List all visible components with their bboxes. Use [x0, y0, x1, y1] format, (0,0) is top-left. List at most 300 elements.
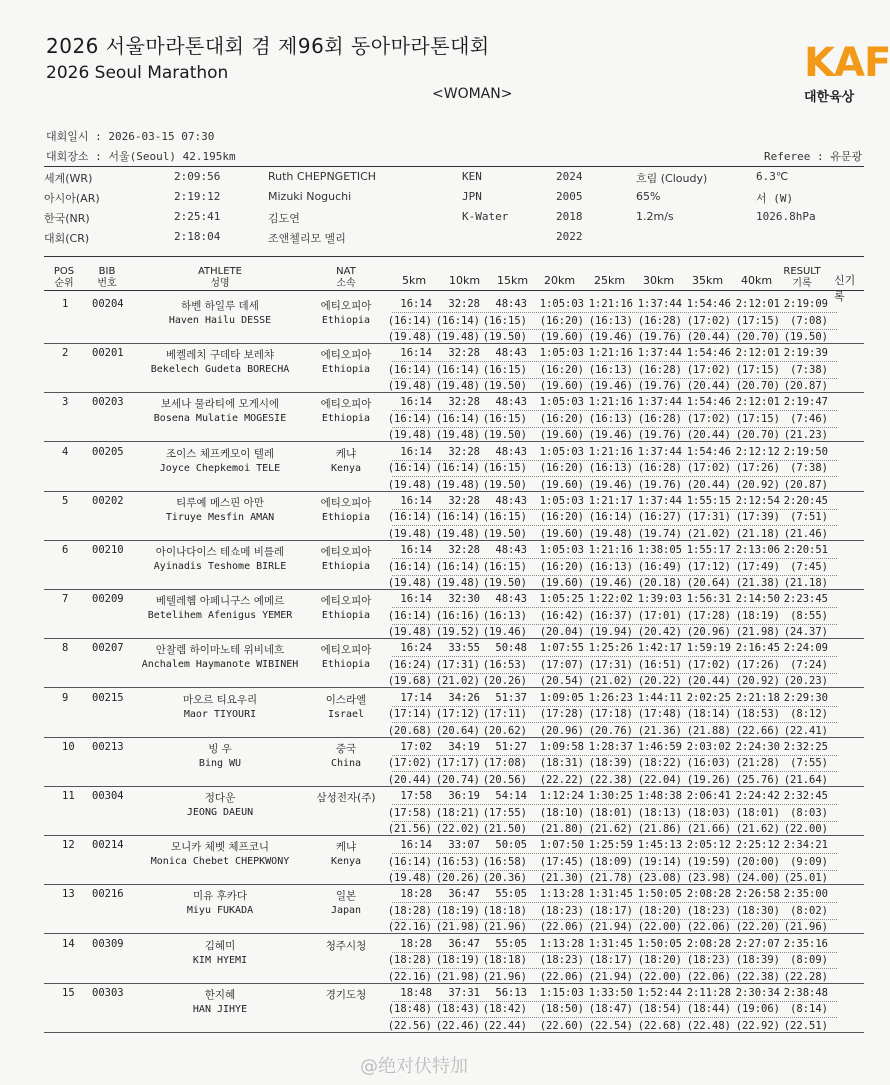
- row-pos: 7: [62, 593, 69, 606]
- row-split-l: (18:20): [637, 904, 682, 917]
- row-split-l: (16:14): [435, 511, 480, 524]
- row-split-s: 1:21:16: [588, 396, 633, 409]
- row-bib: 00203: [92, 396, 124, 409]
- row-split-p: (21.50): [482, 823, 527, 835]
- row-split-p: (19.50): [482, 478, 527, 491]
- row-split-p: (20.70): [735, 331, 780, 343]
- row-bib: 00202: [92, 494, 124, 507]
- row-split-p: (21.62): [735, 823, 780, 835]
- dotted-divider: [392, 952, 837, 953]
- row-split-p: (19.60): [539, 527, 584, 540]
- row-split-l: (16:13): [588, 314, 633, 327]
- row-divider: [44, 491, 864, 492]
- row-split-l: (16:42): [539, 609, 584, 622]
- row-split-l: (16:27): [637, 511, 682, 524]
- row-split-l: (18:31): [539, 757, 584, 770]
- row-nat-ko: 경기도청: [325, 988, 367, 1001]
- row-split-s: 1:21:16: [588, 445, 633, 458]
- row-split-l: (16:13): [588, 363, 633, 376]
- row-split-l: (7:08): [790, 314, 828, 327]
- row-split-p: (20.64): [435, 724, 480, 737]
- dotted-divider: [392, 460, 837, 461]
- row-nat-en: Kenya: [330, 856, 362, 868]
- row-athlete-en: Ayinadis Teshome BIRLE: [153, 561, 287, 572]
- row-split-l: (17:26): [735, 462, 780, 475]
- row-split-s: 32:28: [448, 298, 480, 310]
- row-split-s: 2:08:28: [686, 888, 731, 901]
- row-split-s: 1:05:03: [539, 544, 584, 556]
- row-pos: 12: [62, 839, 75, 852]
- record-nat: KEN: [462, 170, 482, 183]
- row-athlete-en: Bekelech Gudeta BORECHA: [150, 364, 290, 376]
- row-split-l: (18:54): [637, 1003, 682, 1016]
- row-split-s: 1:45:13: [637, 839, 682, 852]
- row-split-l: (17:17): [435, 757, 480, 770]
- row-split-s: 2:32:25: [783, 740, 828, 753]
- event-venue: 대회장소 : 서울(Seoul) 42.195km: [46, 150, 236, 163]
- row-nat-en: Ethiopia: [321, 610, 371, 622]
- row-split-l: (17:07): [539, 658, 584, 671]
- row-split-s: 17:14: [400, 691, 432, 704]
- row-split-l: (18:23): [539, 954, 584, 967]
- row-split-l: (17:14): [387, 708, 432, 721]
- row-split-s: 2:25:12: [735, 839, 780, 852]
- row-bib: 00205: [92, 445, 124, 458]
- row-split-s: 2:16:45: [735, 642, 780, 655]
- row-split-s: 48:43: [495, 544, 527, 556]
- row-pos: 15: [62, 986, 75, 999]
- row-split-s: 56:13: [495, 986, 527, 999]
- watermark: @绝对伏特加: [360, 1056, 468, 1077]
- row-split-p: (20.87): [783, 380, 828, 393]
- row-split-s: 1:07:50: [539, 839, 584, 852]
- row-athlete-en: HAN JIHYE: [192, 1003, 248, 1015]
- row-split-p: (21.62): [588, 823, 633, 835]
- row-split-s: 34:19: [448, 740, 480, 753]
- row-split-s: 1:55:15: [686, 494, 731, 507]
- record-label: 세계(WR): [44, 172, 93, 185]
- row-athlete-ko: 정다운: [204, 792, 236, 804]
- row-pos: 11: [62, 790, 75, 802]
- row-nat-ko: 에티오피아: [320, 496, 372, 509]
- row-split-s: 2:26:58: [735, 888, 780, 901]
- row-split-s: 1:30:25: [588, 790, 633, 802]
- row-split-p: (24.37): [783, 626, 828, 639]
- row-divider: [44, 687, 864, 688]
- kaf-logo: KAF: [804, 40, 890, 86]
- row-split-s: 2:19:47: [783, 396, 828, 409]
- row-split-s: 1:44:11: [637, 691, 682, 704]
- row-split-p: (22.66): [735, 724, 780, 737]
- row-split-l: (17:31): [686, 511, 731, 524]
- row-split-l: (18:23): [539, 904, 584, 917]
- row-split-p: (21.98): [735, 626, 780, 639]
- row-split-l: (17:39): [735, 511, 780, 524]
- col-pos-header: POS: [53, 266, 75, 277]
- row-split-l: (8:03): [790, 806, 828, 819]
- row-divider: [44, 343, 864, 344]
- row-split-l: (17:49): [735, 560, 780, 573]
- row-split-l: (18:53): [735, 708, 780, 721]
- row-split-p: (21.96): [783, 921, 828, 934]
- referee: Referee : 유문광: [764, 150, 863, 163]
- row-split-s: 1:50:05: [637, 937, 682, 950]
- event-date: 대회일시 : 2026-03-15 07:30: [46, 130, 215, 143]
- dotted-divider: [392, 575, 837, 576]
- row-split-l: (17:02): [686, 412, 731, 425]
- row-split-l: (16:20): [539, 511, 584, 524]
- row-athlete-ko: 미유 후카다: [192, 890, 248, 903]
- row-split-p: (22.06): [539, 970, 584, 983]
- record-year: 2018: [556, 210, 583, 223]
- record-time: 2:25:41: [174, 210, 221, 223]
- row-split-p: (22.46): [435, 1019, 480, 1032]
- dotted-divider: [392, 361, 837, 362]
- row-split-s: 2:12:01: [735, 298, 780, 310]
- row-split-l: (18:42): [482, 1003, 527, 1016]
- row-split-p: (22.06): [686, 970, 731, 983]
- dotted-divider: [392, 968, 837, 969]
- row-split-p: (20.70): [735, 380, 780, 393]
- col-bib-header: BIB: [98, 266, 116, 277]
- row-split-p: (21.94): [588, 921, 633, 934]
- row-split-p: (19.46): [482, 626, 527, 639]
- row-split-s: 2:11:28: [686, 986, 731, 999]
- dotted-divider: [392, 1017, 837, 1018]
- row-split-s: 48:43: [495, 494, 527, 507]
- row-split-s: 2:02:25: [686, 691, 731, 704]
- row-nat-ko: 케냐: [335, 841, 357, 854]
- row-split-l: (18:01): [735, 806, 780, 819]
- row-split-l: (8:02): [790, 904, 828, 917]
- row-athlete-ko: 조이스 체프케모이 텔레: [165, 447, 275, 460]
- dotted-divider: [392, 378, 837, 379]
- row-split-p: (22.02): [435, 823, 480, 835]
- row-split-l: (16:13): [588, 560, 633, 573]
- col-split-header: 25km: [594, 274, 626, 287]
- col-nat-header-ko: 소속: [336, 278, 356, 289]
- dotted-divider: [392, 722, 837, 723]
- row-split-s: 1:59:19: [686, 642, 731, 655]
- row-split-p: (19.74): [637, 527, 682, 540]
- row-split-l: (20:00): [735, 855, 780, 868]
- row-split-p: (20.68): [387, 724, 432, 737]
- row-split-s: 1:39:03: [637, 593, 682, 606]
- row-nat-ko: 에티오피아: [320, 300, 372, 312]
- row-split-s: 2:19:39: [783, 347, 828, 360]
- row-split-s: 1:07:55: [539, 642, 584, 655]
- row-split-l: (16:51): [637, 658, 682, 671]
- row-split-p: (22.20): [735, 921, 780, 934]
- row-split-l: (16:16): [435, 609, 480, 622]
- row-divider: [44, 441, 864, 442]
- row-divider: [44, 835, 864, 836]
- row-split-l: (16:03): [686, 757, 731, 770]
- row-split-s: 2:24:30: [735, 740, 780, 753]
- dotted-divider: [392, 804, 837, 805]
- col-result-header-ko: 기록: [792, 278, 812, 289]
- row-split-p: (22.28): [783, 970, 828, 983]
- row-bib: 00213: [92, 740, 124, 753]
- record-w1: 1.2m/s: [636, 210, 674, 223]
- row-split-p: (21.02): [686, 527, 731, 540]
- row-split-p: (22.92): [735, 1019, 780, 1032]
- row-split-l: (16:28): [637, 412, 682, 425]
- row-nat-ko: 에티오피아: [320, 595, 372, 608]
- row-nat-ko: 케냐: [335, 447, 357, 460]
- row-split-l: (18:28): [387, 954, 432, 967]
- row-split-p: (21.86): [637, 823, 682, 835]
- record-w1: 65%: [636, 190, 661, 203]
- col-bib-header-ko: 번호: [97, 278, 117, 289]
- col-split-header: 5km: [402, 274, 427, 287]
- row-split-l: (16:15): [482, 412, 527, 425]
- row-athlete-ko: 티루예 메스핀 아만: [176, 496, 264, 509]
- row-pos: 14: [62, 937, 75, 950]
- row-split-p: (20.70): [735, 429, 780, 442]
- row-split-l: (16:20): [539, 412, 584, 425]
- row-split-s: 1:05:03: [539, 445, 584, 458]
- row-split-p: (19.46): [588, 478, 633, 491]
- row-split-l: (16:14): [435, 560, 480, 573]
- dotted-divider: [392, 427, 837, 428]
- row-athlete-ko: 안찰렘 하이마노테 위비네흐: [155, 644, 285, 657]
- row-split-s: 36:19: [448, 790, 480, 802]
- row-divider: [44, 392, 864, 393]
- row-athlete-ko: 김혜미: [204, 939, 236, 952]
- row-bib: 00204: [92, 298, 124, 310]
- row-split-l: (19:14): [637, 855, 682, 868]
- row-split-p: (19.60): [539, 331, 584, 343]
- row-split-l: (19:59): [686, 855, 731, 868]
- row-split-l: (16:14): [435, 462, 480, 475]
- row-athlete-en: Bing WU: [198, 757, 242, 769]
- row-split-l: (17:08): [482, 757, 527, 770]
- row-split-s: 1:13:28: [539, 888, 584, 901]
- row-split-p: (20.76): [588, 724, 633, 737]
- divider: [44, 256, 864, 257]
- row-nat-en: Kenya: [330, 462, 362, 474]
- row-split-s: 16:14: [400, 839, 432, 852]
- row-split-l: (17:01): [637, 609, 682, 622]
- row-split-l: (18:17): [588, 904, 633, 917]
- row-split-p: (19.76): [637, 380, 682, 393]
- row-bib: 00304: [92, 790, 124, 802]
- row-split-p: (21.38): [735, 577, 780, 589]
- record-w2: 서 (W): [756, 192, 794, 205]
- row-split-p: (21.18): [735, 527, 780, 540]
- dotted-divider: [392, 706, 837, 707]
- row-split-p: (21.96): [482, 921, 527, 934]
- row-split-l: (18:01): [588, 806, 633, 819]
- record-w2: 1026.8hPa: [756, 210, 816, 223]
- record-label: 아시아(AR): [44, 192, 100, 205]
- row-split-s: 1:52:44: [637, 986, 682, 999]
- row-split-s: 1:56:31: [686, 593, 731, 606]
- record-year: 2005: [556, 190, 583, 203]
- row-split-p: (20.74): [435, 773, 480, 786]
- row-split-s: 16:14: [400, 396, 432, 409]
- row-split-l: (16:15): [482, 560, 527, 573]
- row-split-s: 55:05: [495, 937, 527, 950]
- row-split-s: 33:07: [448, 839, 480, 852]
- page-title: 2026 서울마라톤대회 겸 제96회 동아마라톤대회: [46, 34, 490, 58]
- row-split-s: 2:19:09: [783, 298, 828, 310]
- row-split-p: (20.44): [387, 773, 432, 786]
- row-split-l: (18:50): [539, 1003, 584, 1016]
- row-split-s: 48:43: [495, 445, 527, 458]
- row-split-l: (17:12): [435, 708, 480, 721]
- row-split-p: (21.02): [588, 675, 633, 688]
- row-split-l: (18:10): [539, 806, 584, 819]
- row-split-s: 1:25:59: [588, 839, 633, 852]
- row-split-p: (20.56): [482, 773, 527, 786]
- row-split-s: 48:43: [495, 298, 527, 310]
- row-split-l: (19:06): [735, 1003, 780, 1016]
- row-split-l: (8:55): [790, 609, 828, 622]
- row-split-l: (9:09): [790, 855, 828, 868]
- dotted-divider: [392, 624, 837, 625]
- row-split-l: (17:26): [735, 658, 780, 671]
- row-split-p: (21.66): [686, 823, 731, 835]
- row-split-l: (16:28): [637, 314, 682, 327]
- row-split-l: (17:11): [482, 708, 527, 721]
- row-split-s: 1:26:23: [588, 691, 633, 704]
- col-split-header: 20km: [544, 274, 576, 287]
- row-split-p: (22.06): [539, 921, 584, 934]
- row-split-s: 1:21:16: [588, 347, 633, 360]
- row-split-p: (19.94): [588, 626, 633, 639]
- row-split-l: (17:12): [686, 560, 731, 573]
- row-split-l: (7:38): [790, 462, 828, 475]
- row-split-l: (8:14): [790, 1003, 828, 1016]
- row-split-l: (18:28): [387, 904, 432, 917]
- row-split-s: 2:32:45: [783, 790, 828, 802]
- row-split-p: (20.44): [686, 331, 731, 343]
- row-split-l: (7:55): [790, 757, 828, 770]
- row-split-s: 16:14: [400, 593, 432, 606]
- row-split-l: (18:19): [435, 904, 480, 917]
- row-split-p: (22.16): [387, 970, 432, 983]
- row-nat-ko: 중국: [335, 742, 357, 755]
- row-split-l: (16:20): [539, 560, 584, 573]
- row-split-s: 32:28: [448, 494, 480, 507]
- row-split-s: 1:37:44: [637, 445, 682, 458]
- row-split-p: (19.46): [588, 429, 633, 442]
- row-split-p: (20.64): [686, 577, 731, 589]
- row-pos: 6: [62, 544, 69, 556]
- row-split-l: (17:18): [588, 708, 633, 721]
- row-split-s: 16:14: [400, 544, 432, 556]
- row-split-p: (21.18): [783, 577, 828, 589]
- row-nat-ko: 에티오피아: [320, 398, 372, 411]
- row-pos: 13: [62, 888, 75, 901]
- row-split-p: (20.44): [686, 380, 731, 393]
- row-athlete-ko: 한지혜: [204, 988, 236, 1001]
- row-split-l: (17:48): [637, 708, 682, 721]
- row-split-l: (8:12): [790, 708, 828, 721]
- row-split-s: 16:14: [400, 298, 432, 310]
- row-split-l: (17:02): [387, 757, 432, 770]
- row-split-p: (21.46): [783, 527, 828, 540]
- row-split-l: (17:58): [387, 806, 432, 819]
- row-split-s: 16:24: [400, 642, 432, 655]
- row-split-s: 2:35:16: [783, 937, 828, 950]
- row-split-p: (19.60): [539, 380, 584, 393]
- row-split-l: (16:20): [539, 462, 584, 475]
- row-split-s: 2:12:01: [735, 347, 780, 360]
- row-split-s: 16:14: [400, 445, 432, 458]
- row-split-p: (22.16): [387, 921, 432, 934]
- row-bib: 00303: [92, 986, 124, 999]
- dotted-divider: [392, 755, 837, 756]
- dotted-divider: [392, 1001, 837, 1002]
- row-split-l: (18:23): [686, 954, 731, 967]
- row-split-p: (20.44): [686, 429, 731, 442]
- row-split-l: (16:20): [539, 314, 584, 327]
- row-split-s: 37:31: [448, 986, 480, 999]
- row-split-l: (16:14): [387, 314, 432, 327]
- row-athlete-en: KIM HYEMI: [192, 954, 248, 966]
- row-split-l: (18:47): [588, 1003, 633, 1016]
- row-split-s: 2:30:34: [735, 986, 780, 999]
- row-athlete-ko: 빙 우: [208, 742, 232, 755]
- row-split-p: (22.00): [637, 921, 682, 934]
- row-split-l: (16:20): [539, 363, 584, 376]
- row-divider: [44, 737, 864, 738]
- col-athlete-header-ko: 성명: [210, 278, 230, 289]
- row-split-l: (18:39): [588, 757, 633, 770]
- row-nat-en: Ethiopia: [321, 413, 371, 425]
- row-split-s: 2:27:07: [735, 937, 780, 950]
- row-split-l: (16:13): [588, 412, 633, 425]
- row-split-p: (22.38): [735, 970, 780, 983]
- row-split-p: (22.56): [387, 1019, 432, 1032]
- row-split-l: (17:02): [686, 314, 731, 327]
- row-split-p: (23.98): [686, 872, 731, 885]
- row-split-p: (23.08): [637, 872, 682, 885]
- row-split-p: (20.23): [783, 675, 828, 688]
- row-split-s: 1:54:46: [686, 445, 731, 458]
- row-split-p: (19.50): [482, 331, 527, 343]
- row-split-p: (22.04): [637, 773, 682, 786]
- row-split-l: (18:30): [735, 904, 780, 917]
- row-split-l: (16:14): [387, 363, 432, 376]
- row-split-s: 1:50:05: [637, 888, 682, 901]
- row-split-p: (22.68): [637, 1019, 682, 1032]
- row-divider: [44, 1032, 864, 1033]
- col-split-header: 10km: [449, 274, 481, 287]
- row-split-l: (18:17): [588, 954, 633, 967]
- row-split-l: (16:15): [482, 363, 527, 376]
- row-nat-ko: 일본: [335, 890, 357, 903]
- row-split-p: (19.50): [482, 380, 527, 393]
- row-split-s: 1:48:38: [637, 790, 682, 802]
- row-split-s: 1:25:26: [588, 642, 633, 655]
- row-split-s: 1:15:03: [539, 986, 584, 999]
- row-split-p: (21.96): [482, 970, 527, 983]
- row-split-l: (18:19): [735, 609, 780, 622]
- row-split-s: 2:03:02: [686, 740, 731, 753]
- row-split-l: (16:13): [482, 609, 527, 622]
- row-split-l: (17:45): [539, 855, 584, 868]
- row-divider: [44, 933, 864, 934]
- row-pos: 2: [62, 347, 69, 360]
- row-split-s: 2:23:45: [783, 593, 828, 606]
- col-split-header: 40km: [741, 274, 773, 287]
- row-split-p: (22.44): [482, 1019, 527, 1032]
- dotted-divider: [392, 312, 837, 313]
